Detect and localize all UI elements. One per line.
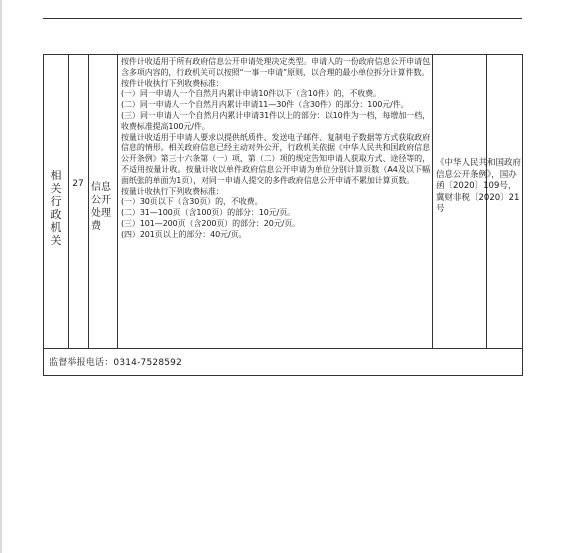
content-line: (四）201页以上的部分：40元/页。 [121, 229, 247, 239]
fee-item-name: 信息公开处理费 [91, 182, 111, 232]
content-line: (一）同一申请人一个自然月内累计申请10件以下（含10件）的，不收费。 [121, 89, 381, 99]
seq-cell [68, 55, 89, 349]
content-line: 按量计收执行下列收费标准： [121, 186, 224, 196]
content-line: 按件计收适用于所有政府信息公开申请处理决定类型。申请人的一份政府信息公开申请包含多项内容的，行政机关可以按照“一事一申请”原则，以合理的最小单位拆分计算件数。 [121, 57, 430, 77]
content-line: (三）同一申请人一个自然月内累计申请31件以上的部分：以10件为一档，每增加一档，收费标准提高100元/件。 [121, 110, 430, 131]
content-line: 按件计收执行下列收费标准： [121, 78, 224, 88]
content-line: (三）101—200页（含200页）的部分：20元/页。 [121, 218, 301, 228]
content-line: (二）31—100页（含100页）的部分：10元/页。 [121, 208, 296, 218]
legal-basis: 《中华人民共和国政府信息公开条例》，国办函〔2020〕109号，冀财非税〔2020〕21号 [436, 158, 522, 215]
footer-divider [44, 348, 522, 349]
content-line: 按量计收适用于申请人要求以提供纸质件、发送电子邮件、复制电子数据等方式获取政府信息的情形。相关政府信息已经主动对外公开，行政机关依据《中华人民共和国政府信息公开条例》第三十六条第（一）项、第（二）项的规定告知申请人获取方式、途径等的，不适用按量计收。按量计收以单件政府信息公开申请为单位分别计算页数（A4及以下幅面纸张的单面为1页），对同一申请人提交的多件政府信息公开申请不累加计算页数。 [121, 132, 430, 185]
category-text: 相关行政机关 [50, 169, 62, 247]
fee-table [43, 54, 523, 376]
seq-number: 27 [72, 179, 84, 189]
content-line: (一）30页以下（含30页）的，不收费。 [121, 197, 263, 207]
page-edge [0, 0, 2, 553]
table-top-rule [43, 18, 522, 19]
hotline-text: 监督举报电话：0314-7528592 [49, 358, 183, 368]
content-line: (二）同一申请人一个自然月内累计申请11—30件（含30件）的部分：100元/件。 [121, 100, 409, 110]
fee-content [121, 57, 430, 241]
